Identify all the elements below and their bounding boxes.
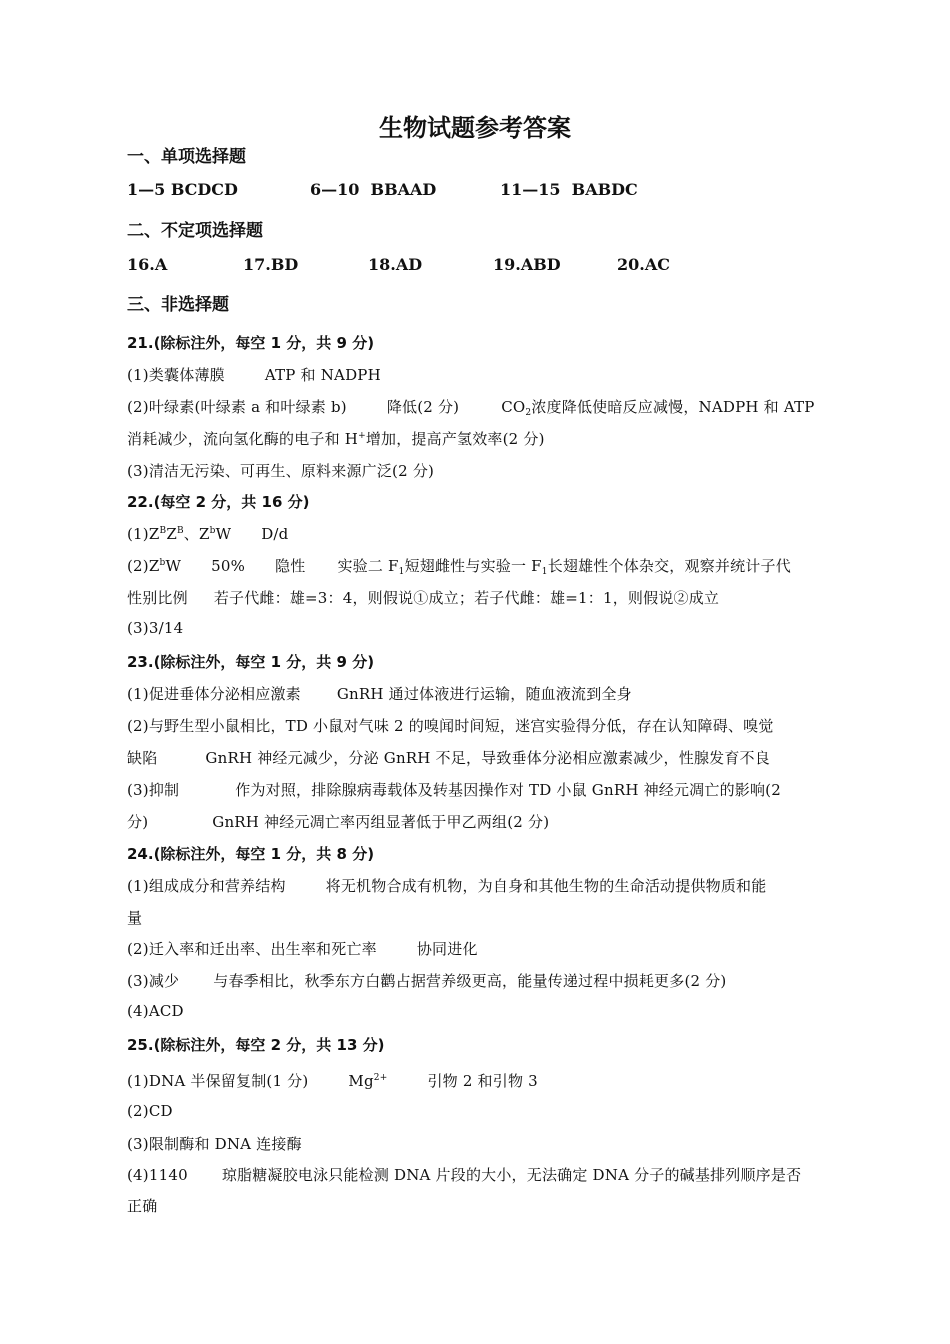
multi-answer-18: 18.AD — [368, 255, 423, 274]
q24-line-5: (4)ACD — [127, 1002, 184, 1020]
q24-line-4: (3)减少 与春季相比，秋季东方白鹳占据营养级更高，能量传递过程中损耗更多(2 分) — [127, 972, 727, 990]
section-non-choice: 三、非选择题 — [127, 295, 229, 315]
q23-line-2: (2)与野生型小鼠相比，TD 小鼠对气味 2 的嗅闻时间短，迷宫实验得分低，存在认知障碍、嗅觉 — [127, 717, 774, 735]
multi-answer-20: 20.AC — [617, 255, 670, 274]
multi-answer-16: 16.A — [127, 255, 168, 274]
q21-line-3: 消耗减少，流向氢化酶的电子和 H+增加，提高产氢效率(2 分) — [127, 430, 545, 448]
q24-line-2: 量 — [127, 909, 143, 927]
q22-line-3: 性别比例 若子代雌：雄=3：4，则假说①成立；若子代雌：雄=1：1，则假说②成立 — [127, 589, 720, 607]
q22-header: 22.(每空 2 分，共 16 分) — [127, 493, 310, 511]
q24-line-1: (1)组成成分和营养结构 将无机物合成有机物，为自身和其他生物的生命活动提供物质和能 — [127, 877, 767, 895]
q25-line-2: (2)CD — [127, 1102, 173, 1120]
q22-line-4: (3)3/14 — [127, 619, 184, 637]
q23-line-3: 缺陷 GnRH 神经元减少，分泌 GnRH 不足，导致垂体分泌相应激素减少，性腺发育不良 — [127, 749, 770, 767]
q21-line-2: (2)叶绿素(叶绿素 a 和叶绿素 b) 降低(2 分) $CO_2$浓度降低使暗反应减慢，NADPH 和 ATP — [127, 398, 815, 418]
q24-line-3: (2)迁入率和迁出率、出生率和死亡率 协同进化 — [127, 940, 478, 958]
q25-line-5: 正确 — [127, 1197, 158, 1215]
q22-line-1: $(1)Z^BZ^B$、$Z^bW$ D/d — [127, 525, 289, 543]
page-title: 生物试题参考答案 — [379, 114, 571, 142]
q22-line-2: $(2)Z^bW$ 50% 隐性 实验二 $F_1$短翅雌性与实验一 $F_1$长翅雄性个体杂交，观察并统计子代 — [127, 557, 791, 577]
section-single-choice: 一、单项选择题 — [127, 147, 246, 167]
q23-line-1: (1)促进垂体分泌相应激素 GnRH 通过体液进行运输，随血液流到全身 — [127, 685, 632, 703]
multi-answer-19: 19.ABD — [493, 255, 561, 274]
q25-line-1: (1)DNA 半保留复制(1 分) $Mg^{2+}$ 引物 2 和引物 3 — [127, 1072, 538, 1090]
q21-header: 21.(除标注外，每空 1 分，共 9 分) — [127, 334, 375, 352]
q25-line-3: (3)限制酶和 DNA 连接酶 — [127, 1135, 302, 1153]
section-multi-choice: 二、不定项选择题 — [127, 221, 263, 241]
q21-line-1: (1)类囊体薄膜 ATP 和 NADPH — [127, 366, 381, 384]
mc-answer-6-10: 6—10 BBAAD — [310, 180, 437, 199]
mc-answer-1-5: 1—5 BCDCD — [127, 180, 238, 199]
q23-header: 23.(除标注外，每空 1 分，共 9 分) — [127, 653, 375, 671]
q23-line-5: 分) GnRH 神经元凋亡率丙组显著低于甲乙两组(2 分) — [127, 813, 550, 831]
q24-header: 24.(除标注外，每空 1 分，共 8 分) — [127, 845, 375, 863]
multi-answer-17: 17.BD — [243, 255, 299, 274]
q23-line-4: (3)抑制 作为对照，排除腺病毒载体及转基因操作对 TD 小鼠 GnRH 神经元凋亡的影响(2 — [127, 781, 781, 799]
q25-header: 25.(除标注外，每空 2 分，共 13 分) — [127, 1036, 385, 1054]
q25-line-4: (4)1140 琼脂糖凝胶电泳只能检测 DNA 片段的大小，无法确定 DNA 分子的碱基排列顺序是否 — [127, 1166, 802, 1184]
q21-line-4: (3)清洁无污染、可再生、原料来源广泛(2 分) — [127, 462, 435, 480]
mc-answer-11-15: 11—15 BABDC — [500, 180, 638, 199]
